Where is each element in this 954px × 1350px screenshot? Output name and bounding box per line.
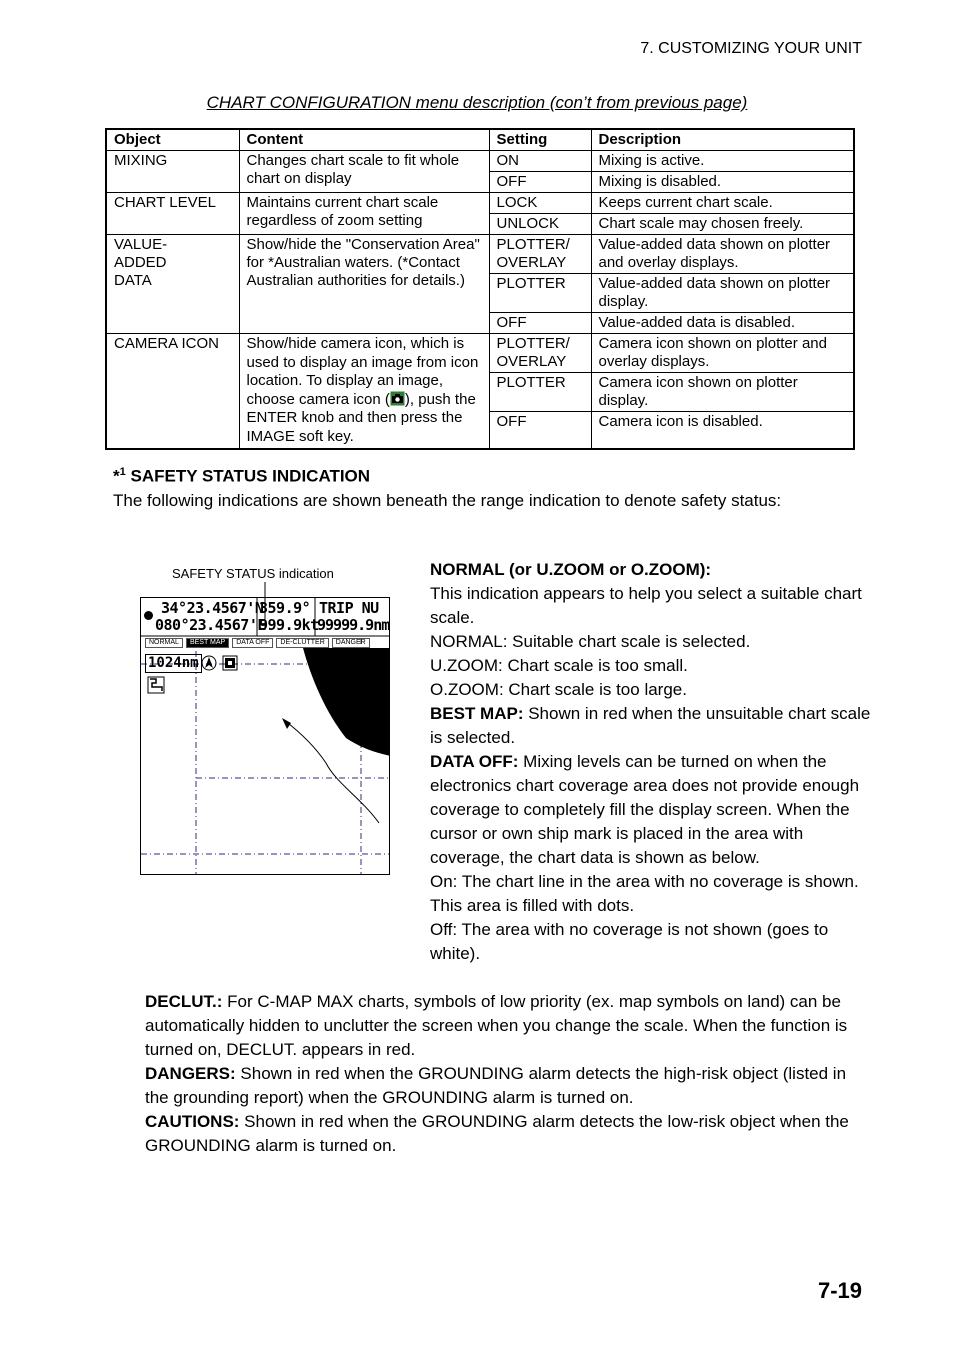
safety-status-screen bbox=[140, 597, 390, 875]
chart-mode-icon bbox=[222, 655, 238, 671]
dangers-label: DANGERS: bbox=[145, 1064, 236, 1083]
description-cell: Camera icon shown on plotter display. bbox=[591, 373, 854, 412]
declut-body: For C-MAP MAX charts, symbols of low priority (ex. map symbols on land) can be automatically hidden to unclutter the screen when you change the scale. When the function is turned on, DECLUT. appears in red. bbox=[145, 992, 848, 1059]
safety-status-bar bbox=[145, 638, 373, 648]
camera-content-after: ), push the ENTER knob and then press the IMAGE soft key. bbox=[246, 390, 476, 445]
footnote-marker: * bbox=[113, 466, 120, 486]
setting-cell: PLOTTER bbox=[489, 274, 591, 313]
cautions-label: CAUTIONS: bbox=[145, 1112, 240, 1131]
camera-icon bbox=[390, 391, 405, 406]
status-data-off: DATA OFF bbox=[232, 638, 273, 648]
object-cell: MIXING bbox=[106, 151, 239, 193]
range-indication: 1024nm bbox=[145, 654, 202, 673]
normal-line: NORMAL: Suitable chart scale is selected. bbox=[430, 632, 751, 651]
setting-cell: PLOTTER/ OVERLAY bbox=[489, 334, 591, 373]
status-description bbox=[430, 558, 875, 966]
page-number: 7-19 bbox=[817, 1278, 862, 1303]
object-cell: CHART LEVEL bbox=[106, 193, 239, 235]
declut-label: DECLUT.: bbox=[145, 992, 223, 1011]
setting-cell: LOCK bbox=[489, 193, 591, 214]
status-danger: DANGER bbox=[332, 638, 370, 648]
more-status-description bbox=[145, 990, 865, 1158]
header-setting: Setting bbox=[489, 129, 591, 151]
description-cell: Mixing is disabled. bbox=[591, 172, 854, 193]
setting-cell: OFF bbox=[489, 412, 591, 450]
setting-cell: ON bbox=[489, 151, 591, 172]
dataoff-body: Mixing levels can be turned on when the electronics chart coverage area does not provide enough coverage to completely fill the display screen. When the cursor or own ship mark is placed in the area with coverage, the chart data is shown as below. bbox=[430, 752, 860, 867]
speed-readout: 999.9kt bbox=[259, 616, 319, 634]
scale-icon bbox=[147, 676, 165, 694]
on-line: On: The chart line in the area with no coverage is shown. This area is filled with dots. bbox=[430, 872, 859, 915]
description-cell: Keeps current chart scale. bbox=[591, 193, 854, 214]
description-cell: Camera icon is disabled. bbox=[591, 412, 854, 450]
header-content: Content bbox=[239, 129, 489, 151]
dangers-body: Shown in red when the GROUNDING alarm detects the high-risk object (listed in the grounding report) when the GROUNDING alarm is turned on. bbox=[145, 1064, 847, 1107]
object-cell bbox=[106, 235, 239, 334]
section-title-text: SAFETY STATUS INDICATION bbox=[130, 466, 371, 486]
off-line: Off: The area with no coverage is not shown (goes to white). bbox=[430, 920, 829, 963]
description-cell: Chart scale may chosen freely. bbox=[591, 214, 854, 235]
position-row-1 bbox=[161, 600, 263, 617]
uzoom-line: U.ZOOM: Chart scale is too small. bbox=[430, 656, 688, 675]
chart-config-table bbox=[105, 128, 855, 450]
status-normal: NORMAL bbox=[145, 638, 183, 648]
ozoom-line: O.ZOOM: Chart scale is too large. bbox=[430, 680, 687, 699]
position-row-2 bbox=[155, 617, 266, 634]
table-row bbox=[106, 193, 854, 214]
cautions-body: Shown in red when the GROUNDING alarm detects the low-risk object when the GROUNDING alarm is turned on. bbox=[145, 1112, 849, 1155]
north-up-icon bbox=[201, 655, 217, 671]
table-caption: CHART CONFIGURATION menu description (con’t from previous page) bbox=[206, 93, 748, 112]
table-row bbox=[106, 235, 854, 274]
normal-body: This indication appears to help you select a suitable chart scale. bbox=[430, 584, 862, 627]
course-readout: 359.9° bbox=[259, 599, 311, 617]
bestmap-body: Shown in red when the unsuitable chart scale is selected. bbox=[430, 704, 871, 747]
content-cell: Show/hide the "Conservation Area" for *Australian waters. (*Contact Australian authorities for details.) bbox=[239, 235, 489, 334]
status-best-map: BEST MAP bbox=[186, 638, 229, 648]
table-header-row bbox=[106, 129, 854, 151]
section-title bbox=[113, 466, 370, 487]
latitude-readout: 34°23.4567'N bbox=[161, 599, 264, 617]
camera-content-before: Show/hide camera icon, which is used to display an image from icon location. To display an image, choose camera icon ( bbox=[246, 335, 479, 408]
setting-cell: PLOTTER bbox=[489, 373, 591, 412]
normal-title: NORMAL (or U.ZOOM or O.ZOOM): bbox=[430, 560, 712, 579]
description-cell: Value-added data shown on plotter and overlay displays. bbox=[591, 235, 854, 274]
header-object: Object bbox=[106, 129, 239, 151]
content-cell bbox=[239, 334, 489, 450]
setting-cell: OFF bbox=[489, 313, 591, 334]
table-row bbox=[106, 151, 854, 172]
object-cell: CAMERA ICON bbox=[106, 334, 239, 450]
dataoff-label: DATA OFF: bbox=[430, 752, 519, 771]
setting-cell: PLOTTER/ OVERLAY bbox=[489, 235, 591, 274]
setting-cell: OFF bbox=[489, 172, 591, 193]
longitude-readout: 080°23.4567'E bbox=[155, 616, 266, 634]
trip-label: TRIP NU bbox=[319, 599, 379, 617]
description-cell: Camera icon shown on plotter and overlay displays. bbox=[591, 334, 854, 373]
header-description: Description bbox=[591, 129, 854, 151]
section-intro: The following indications are shown beneath the range indication to denote safety status: bbox=[113, 491, 782, 510]
footnote-number: 1 bbox=[119, 466, 126, 478]
description-cell: Value-added data is disabled. bbox=[591, 313, 854, 334]
figure-caption: SAFETY STATUS indication bbox=[172, 566, 334, 581]
object-value-added: VALUE-ADDED DATA bbox=[114, 236, 168, 289]
bestmap-label: BEST MAP: bbox=[430, 704, 524, 723]
description-cell: Mixing is active. bbox=[591, 151, 854, 172]
content-cell: Changes chart scale to fit whole chart on display bbox=[239, 151, 489, 193]
status-declutter: DE-CLUTTER bbox=[276, 638, 328, 648]
setting-cell: UNLOCK bbox=[489, 214, 591, 235]
table-row bbox=[106, 334, 854, 373]
content-cell: Maintains current chart scale regardless of zoom setting bbox=[239, 193, 489, 235]
chapter-header: 7. CUSTOMIZING YOUR UNIT bbox=[640, 40, 862, 57]
description-cell: Value-added data shown on plotter display. bbox=[591, 274, 854, 313]
cursor-dot bbox=[144, 611, 153, 620]
trip-value: 99999.9nm bbox=[317, 616, 390, 634]
